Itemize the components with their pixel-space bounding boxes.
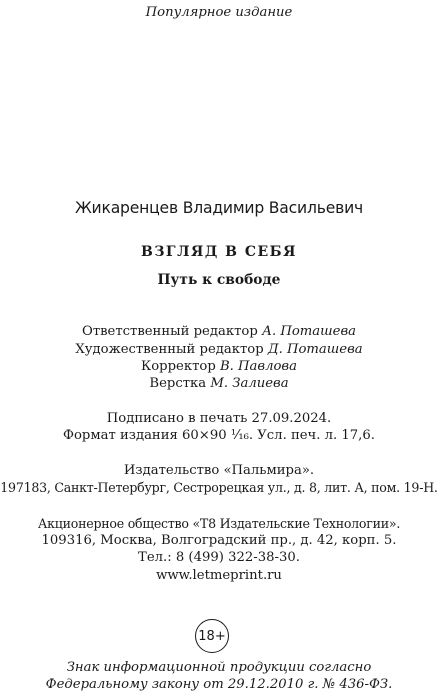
info-notice-line-2: Федеральному закону от 29.12.2010 г. № 436-ФЗ. xyxy=(45,677,393,692)
credit-layout xyxy=(0,375,438,392)
credit-role: Корректор xyxy=(141,359,216,374)
age-rating-badge: 18+ xyxy=(195,619,229,653)
print-signed: Подписано в печать 27.09.2024. xyxy=(106,411,332,426)
credit-proofreader xyxy=(0,358,438,375)
print-format: Формат издания 60×90 ¹⁄₁₆. Усл. печ. л. 17,6. xyxy=(63,428,375,443)
book-title: ВЗГЛЯД В СЕБЯ xyxy=(141,244,297,260)
credit-role: Верстка xyxy=(149,376,207,391)
credit-editor xyxy=(0,323,438,340)
credit-role: Ответственный редактор xyxy=(82,324,258,339)
book-subtitle: Путь к свободе xyxy=(157,272,281,288)
credit-person: М. Залиева xyxy=(210,376,289,391)
info-notice-line-1: Знак информационной продукции согласно xyxy=(66,660,372,675)
printer-address: 109316, Москва, Волгоградский пр., д. 42, корп. 5. xyxy=(41,533,397,548)
credit-person: Д. Поташева xyxy=(267,342,363,357)
credit-person: А. Поташева xyxy=(261,324,356,339)
credit-person: В. Павлова xyxy=(219,359,297,374)
publisher-name: Издательство «Пальмира». xyxy=(123,463,315,478)
author-name: Жикаренцев Владимир Васильевич xyxy=(74,199,364,217)
credit-art-editor xyxy=(0,341,438,358)
edition-type: Популярное издание xyxy=(145,5,293,20)
credit-role: Художественный редактор xyxy=(75,342,264,357)
printer-website: www.letmeprint.ru xyxy=(156,568,282,583)
printer-phone: Тел.: 8 (499) 322-38-30. xyxy=(138,550,300,565)
printer-name: Акционерное общество «Т8 Издательские Технологии». xyxy=(37,516,401,531)
publisher-address: 197183, Санкт-Петербург, Сестрорецкая ул., д. 8, лит. А, пом. 19-Н. xyxy=(0,480,438,495)
